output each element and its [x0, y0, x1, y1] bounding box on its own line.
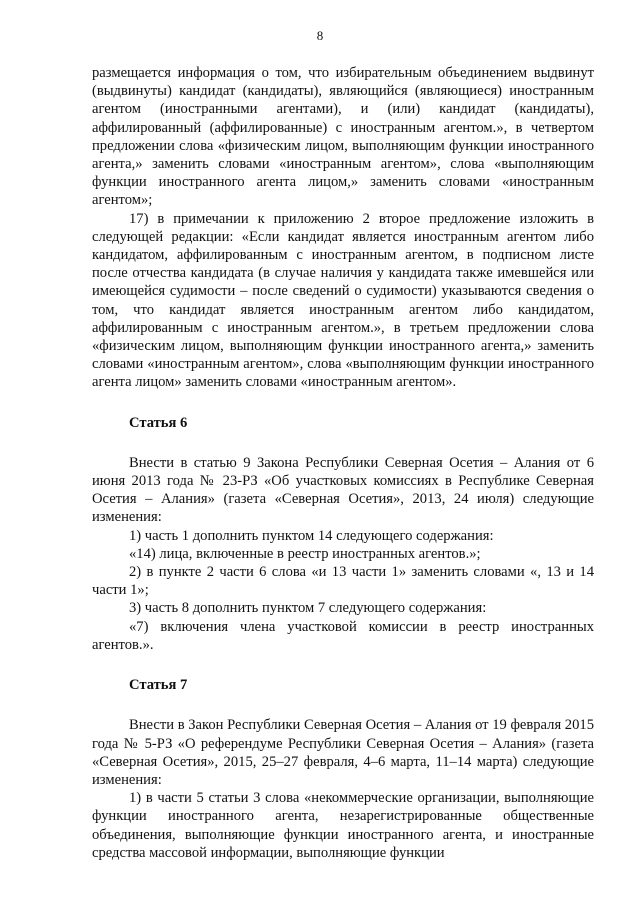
article-6-item-2: 2) в пункте 2 части 6 слова «и 13 части 1» заменить словами «, 13 и 14 части 1»; — [92, 564, 594, 599]
paragraph-item-17: 17) в примечании к приложению 2 второе предложение изложить в следующей редакции: «Если кандидат является иностранным агентом либо кандидатом, аффилированным с иностранным агентом, в подписном листе после отчества кандидата (в случае наличия у кандидата также имевшейся или имеющейся судимости – после сведений о судимости) указываются сведения о том, что кандидат является иностранным агентом либо кандидатом, аффилированным с иностранным агентом.», в третьем предложении слова «физическим лицом, выполняющим функции иностранного агента,» заменить словами «иностранным агентом», слова «выполняющим функции иностранного агента лицом» заменить словами «иностранным агентом». — [92, 210, 594, 391]
article-6-heading: Статья 6 — [129, 414, 188, 431]
article-6-item-1-text: «14) лица, включенные в реестр иностранных агентов.»; — [129, 545, 481, 562]
page-number: 8 — [316, 28, 324, 43]
document-body — [92, 64, 594, 862]
article-6-item-1: 1) часть 1 дополнить пунктом 14 следующего содержания: — [129, 527, 494, 544]
article-6-item-3-text: «7) включения члена участковой комиссии в реестр иностранных агентов.». — [92, 618, 594, 653]
article-7-intro: Внести в Закон Республики Северная Осетия – Алания от 19 февраля 2015 года № 5-РЗ «О референдуме Республики Северная Осетия – Алания» (газета «Северная Осетия», 2015, 25–27 февраля, 4–6 марта, 11–14 марта) следующие изменения: — [92, 717, 594, 788]
article-7-item-1: 1) в части 5 статьи 3 слова «некоммерческие организации, выполняющие функции иностранного агента, незарегистрированные общественные объединения, выполняющие функции иностранного агента, и иностранные средства массовой информации, выполняющие функции — [92, 790, 594, 861]
paragraph-continuation: размещается информация о том, что избирательным объединением выдвинут (выдвинуты) кандидат (кандидаты), являющийся (являющиеся) иностранным агентом (иностранными агентами), и (или) кандидат (кандидаты), аффилированный (аффилированные) с иностранным агентом.», в четвертом предложении слова «физическим лицом, выполняющим функции иностранного агента,» заменить словами «иностранным агентом», слова «выполняющим функции иностранного агента лицом,» заменить словами «иностранным агентом»; — [92, 65, 594, 209]
article-6-item-3: 3) часть 8 дополнить пунктом 7 следующего содержания: — [129, 600, 487, 617]
article-7-heading: Статья 7 — [129, 677, 188, 694]
article-6-intro: Внести в статью 9 Закона Республики Северная Осетия – Алания от 6 июня 2013 года № 23-РЗ «Об участковых комиссиях в Республике Северная Осетия – Алания» (газета «Северная Осетия», 2013, 24 июля) следующие изменения: — [92, 454, 594, 526]
